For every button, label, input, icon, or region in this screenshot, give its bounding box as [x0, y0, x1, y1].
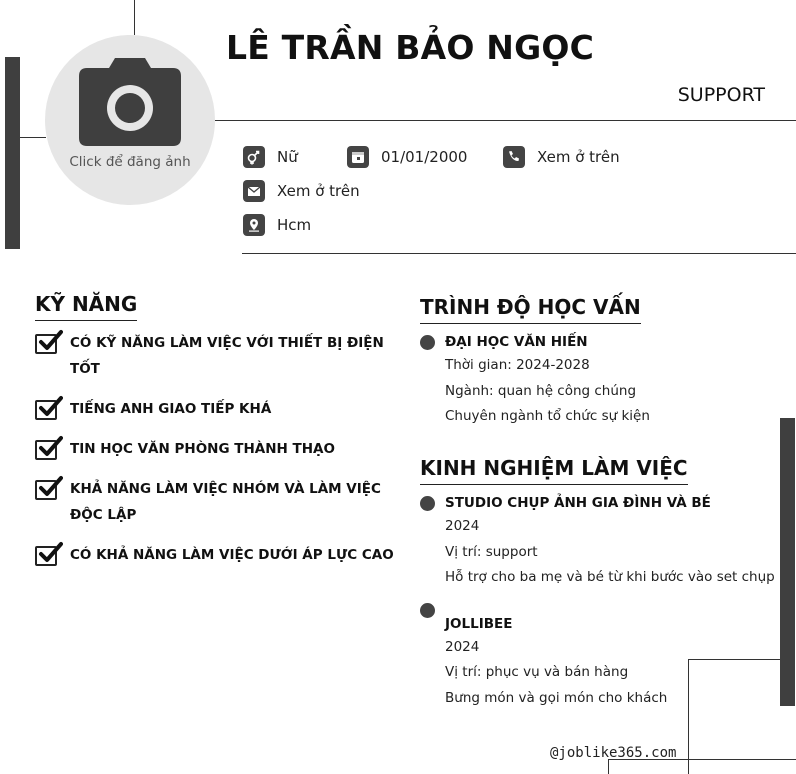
skill-item: CÓ KHẢ NĂNG LÀM VIỆC DƯỚI ÁP LỰC CAO	[35, 542, 395, 568]
left-decor-line	[20, 137, 46, 138]
experience-item	[420, 599, 780, 712]
education-item	[420, 331, 780, 430]
header-divider	[215, 120, 796, 121]
skills-list	[35, 330, 395, 582]
experience-line: Vị trí: phục vụ và bán hàng	[445, 664, 629, 680]
candidate-role: SUPPORT	[677, 84, 765, 106]
contact-address	[243, 214, 311, 236]
checkbox-icon	[35, 396, 62, 420]
contact-birthday	[347, 146, 467, 168]
mail-icon	[243, 180, 265, 202]
gender-icon	[243, 146, 265, 168]
experience-line: Bưng món và gọi món cho khách	[445, 689, 668, 706]
education-line: Chuyên ngành tổ chức sự kiện	[445, 408, 650, 424]
avatar-caption: Click để đăng ảnh	[69, 154, 191, 170]
candidate-name: LÊ TRẦN BẢO NGỌC	[226, 28, 595, 67]
experience-line: 2024	[445, 518, 480, 534]
education-list	[420, 331, 780, 438]
skill-item: TIẾNG ANH GIAO TIẾP KHÁ	[35, 396, 395, 422]
checkbox-icon	[35, 476, 62, 500]
avatar-upload[interactable]	[45, 35, 215, 205]
experience-list	[420, 492, 780, 719]
skill-item: KHẢ NĂNG LÀM VIỆC NHÓM VÀ LÀM VIỆC ĐỘC LẬP	[35, 476, 395, 528]
skills-title: KỸ NĂNG	[35, 292, 137, 321]
top-decor-line	[134, 0, 135, 35]
experience-line: Hỗ trợ cho ba mẹ và bé từ khi bước vào set chụp	[445, 569, 775, 585]
skill-item: CÓ KỸ NĂNG LÀM VIỆC VỚI THIẾT BỊ ĐIỆN TỐT	[35, 330, 395, 382]
contact-phone	[503, 146, 620, 168]
experience-title: KINH NGHIỆM LÀM VIỆC	[420, 456, 688, 485]
education-title: TRÌNH ĐỘ HỌC VẤN	[420, 295, 641, 324]
email-value: Xem ở trên	[277, 182, 360, 200]
skill-item: TIN HỌC VĂN PHÒNG THÀNH THẠO	[35, 436, 395, 462]
company-name: STUDIO CHỤP ẢNH GIA ĐÌNH VÀ BÉ	[445, 495, 711, 511]
experience-item	[420, 492, 780, 591]
location-icon	[243, 214, 265, 236]
contact-divider	[242, 253, 796, 254]
checkbox-icon	[35, 330, 62, 354]
contact-email	[243, 180, 360, 202]
bullet-icon	[420, 603, 435, 618]
gender-value: Nữ	[277, 148, 298, 166]
phone-value: Xem ở trên	[537, 148, 620, 166]
company-name: JOLLIBEE	[445, 615, 513, 632]
education-line: Thời gian: 2024-2028	[445, 357, 590, 373]
address-value: Hcm	[277, 216, 312, 234]
watermark: @joblike365.com	[550, 745, 677, 761]
calendar-icon	[347, 146, 369, 168]
corner-decor-left-2	[608, 759, 609, 774]
experience-line: Vị trí: support	[445, 543, 538, 560]
left-accent-bar	[5, 57, 20, 249]
education-line: Ngành: quan hệ công chúng	[445, 382, 637, 399]
bullet-icon	[420, 496, 435, 511]
checkbox-icon	[35, 436, 62, 460]
phone-icon	[503, 146, 525, 168]
contact-gender	[243, 146, 298, 168]
bullet-icon	[420, 335, 435, 350]
school-name: ĐẠI HỌC VĂN HIẾN	[445, 334, 588, 350]
camera-icon	[79, 58, 181, 150]
right-accent-bar	[780, 418, 795, 706]
birthday-value: 01/01/2000	[381, 148, 468, 166]
checkbox-icon	[35, 542, 62, 566]
experience-line: 2024	[445, 638, 480, 655]
